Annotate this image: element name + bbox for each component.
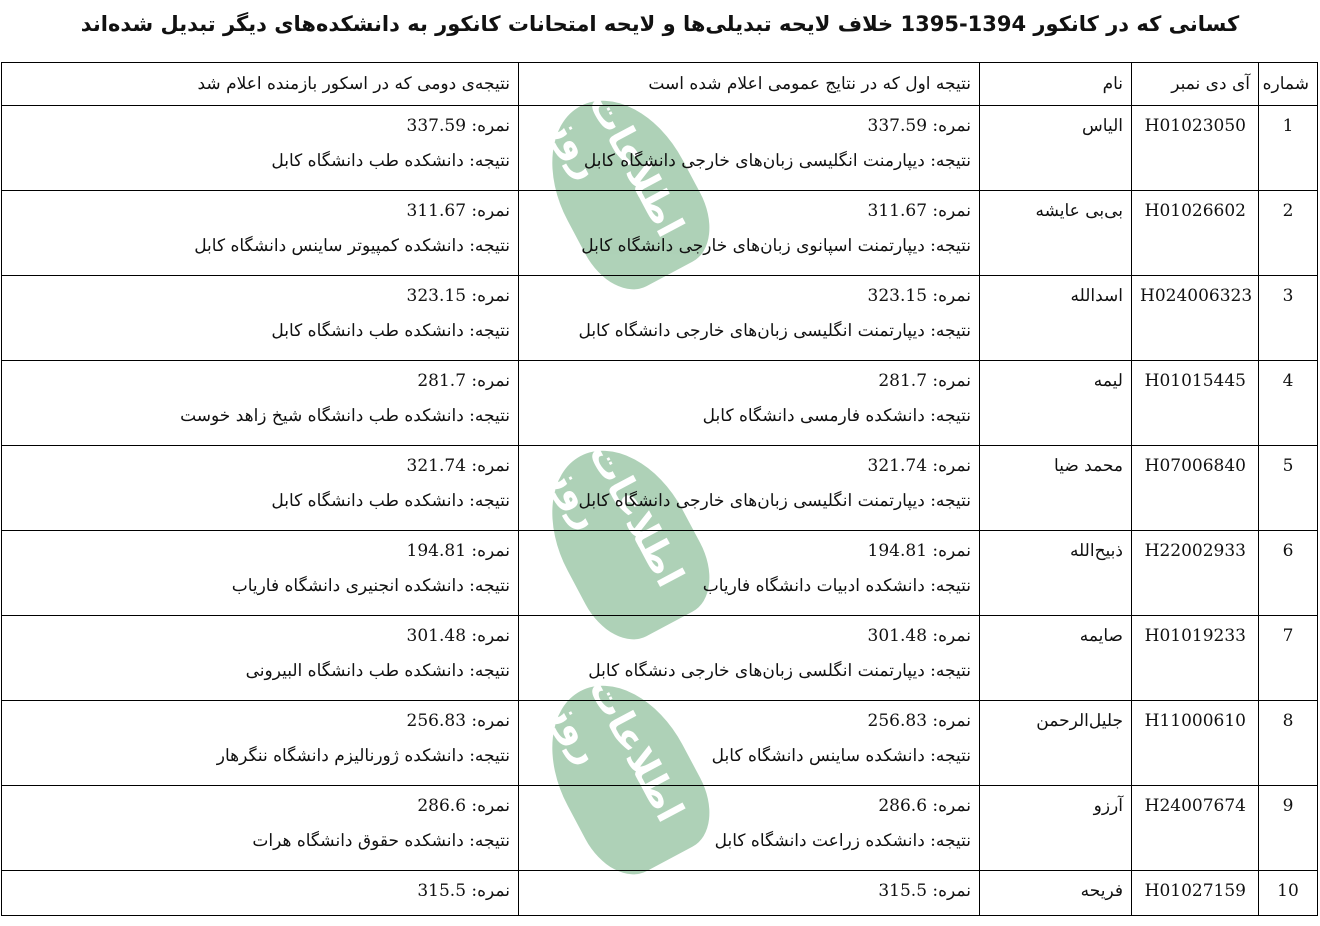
cell-second-result — [2, 531, 519, 616]
cell-first-result — [519, 786, 980, 871]
cell-number: 7 — [1259, 616, 1318, 701]
first-result-text: نتیجه: دیپارتمنت انگلیسی زبان‌های خارجی دانشگاه کابل — [578, 321, 971, 341]
cell-first-result — [519, 531, 980, 616]
cell-second-result — [2, 616, 519, 701]
first-result-text: نتیجه: دیپارتمنت انگلیسی زبان‌های خارجی دانشگاه کابل — [578, 491, 971, 511]
cell-second-result — [2, 276, 519, 361]
results-table — [1, 62, 1318, 916]
cell-name: آرزو — [980, 786, 1132, 871]
cell-second-result — [2, 446, 519, 531]
first-score: نمره: 301.48 — [867, 626, 971, 646]
table-row — [2, 786, 1318, 871]
second-result-text: نتیجه: دانشکده طب دانشگاه کابل — [271, 151, 510, 171]
second-score: نمره: 323.15 — [406, 286, 510, 306]
second-score: نمره: 194.81 — [406, 541, 510, 561]
watermark-text: اطلاعات روز — [523, 426, 727, 655]
first-result-text: نتیجه: دانشکده فارمسی دانشگاه کابل — [702, 406, 971, 426]
first-score: نمره: 321.74 — [867, 456, 971, 476]
second-score: نمره: 315.5 — [417, 881, 510, 901]
second-score: نمره: 286.6 — [417, 796, 510, 816]
cell-first-result — [519, 276, 980, 361]
cell-id: H24007674 — [1132, 786, 1259, 871]
cell-id: H01027159 — [1132, 871, 1259, 916]
watermark-text: اطلاعات روز — [523, 76, 727, 305]
first-score: نمره: 323.15 — [867, 286, 971, 306]
cell-number: 5 — [1259, 446, 1318, 531]
cell-id: H22002933 — [1132, 531, 1259, 616]
header-number: شماره — [1259, 63, 1318, 106]
cell-second-result — [2, 701, 519, 786]
cell-first-result — [519, 361, 980, 446]
second-result-text: نتیجه: دانشکده ژورنالیزم دانشگاه ننگرهار — [216, 746, 510, 766]
cell-id: H01023050 — [1132, 106, 1259, 191]
cell-number: 10 — [1259, 871, 1318, 916]
first-score: نمره: 315.5 — [878, 881, 971, 901]
table-row — [2, 616, 1318, 701]
second-score: نمره: 337.59 — [406, 116, 510, 136]
second-result-text: نتیجه: دانشکده طب دانشگاه البیرونی — [245, 661, 510, 681]
first-score: نمره: 256.83 — [867, 711, 971, 731]
document-title: کسانی که در کانکور 1394-1395 خلاف لایحه تبدیلی‌ها و لایحه امتحانات کانکور به دانشکده‌های دیگر تبدیل شده‌اند — [80, 12, 1240, 36]
cell-name: لیمه — [980, 361, 1132, 446]
cell-first-result — [519, 446, 980, 531]
second-result-text: نتیجه: دانشکده طب دانشگاه کابل — [271, 321, 510, 341]
table-row — [2, 871, 1318, 916]
cell-first-result — [519, 106, 980, 191]
table-row — [2, 361, 1318, 446]
cell-second-result — [2, 786, 519, 871]
first-result-text: نتیجه: دیپارمنت انگلیسی زبان‌های خارجی دانشگاه کابل — [583, 151, 971, 171]
cell-name: بی‌بی عایشه — [980, 191, 1132, 276]
table-row — [2, 701, 1318, 786]
first-result-text: نتیجه: دانشکده زراعت دانشگاه کابل — [714, 831, 971, 851]
second-result-text: نتیجه: دانشکده طب دانشگاه شیخ زاهد خوست — [180, 406, 510, 426]
second-result-text: نتیجه: دانشکده کمپیوتر ساینس دانشگاه کابل — [194, 236, 510, 256]
cell-first-result — [519, 701, 980, 786]
second-score: نمره: 281.7 — [417, 371, 510, 391]
second-result-text: نتیجه: دانشکده حقوق دانشگاه هرات — [252, 831, 510, 851]
table-row — [2, 106, 1318, 191]
first-result-text: نتیجه: دانشکده ادبیات دانشگاه فاریاب — [702, 576, 971, 596]
cell-id: H01019233 — [1132, 616, 1259, 701]
cell-number: 8 — [1259, 701, 1318, 786]
cell-number: 3 — [1259, 276, 1318, 361]
second-score: نمره: 321.74 — [406, 456, 510, 476]
cell-id: H01026602 — [1132, 191, 1259, 276]
cell-id: H01015445 — [1132, 361, 1259, 446]
second-result-text: نتیجه: دانشکده انجنیری دانشگاه فاریاب — [231, 576, 510, 596]
table-row — [2, 276, 1318, 361]
cell-number: 9 — [1259, 786, 1318, 871]
cell-first-result — [519, 871, 980, 916]
table-row — [2, 191, 1318, 276]
cell-number: 6 — [1259, 531, 1318, 616]
cell-name: صایمه — [980, 616, 1132, 701]
table-row — [2, 531, 1318, 616]
second-result-text: نتیجه: دانشکده طب دانشگاه کابل — [271, 491, 510, 511]
cell-first-result — [519, 616, 980, 701]
cell-name: محمد ضیا — [980, 446, 1132, 531]
first-score: نمره: 286.6 — [878, 796, 971, 816]
first-result-text: نتیجه: دانشکده ساینس دانشگاه کابل — [711, 746, 971, 766]
table-row — [2, 446, 1318, 531]
second-score: نمره: 256.83 — [406, 711, 510, 731]
cell-second-result — [2, 106, 519, 191]
first-result-text: نتیجه: دیپارتمنت انگلسی زبان‌های خارجی دنشگاه کابل — [588, 661, 971, 681]
cell-second-result — [2, 871, 519, 916]
first-score: نمره: 194.81 — [867, 541, 971, 561]
header-first-result: نتیجه اول که در نتایج عمومی اعلام شده است — [519, 63, 980, 106]
cell-id: H07006840 — [1132, 446, 1259, 531]
first-score: نمره: 281.7 — [878, 371, 971, 391]
header-name: نام — [980, 63, 1132, 106]
cell-name: فریحه — [980, 871, 1132, 916]
cell-name: اسدالله — [980, 276, 1132, 361]
second-score: نمره: 301.48 — [406, 626, 510, 646]
cell-number: 1 — [1259, 106, 1318, 191]
header-id: آی دی نمبر — [1132, 63, 1259, 106]
watermark-text: اطلاعات روز — [523, 661, 727, 890]
second-score: نمره: 311.67 — [406, 201, 510, 221]
cell-second-result — [2, 361, 519, 446]
cell-first-result — [519, 191, 980, 276]
cell-number: 2 — [1259, 191, 1318, 276]
first-score: نمره: 311.67 — [867, 201, 971, 221]
cell-name: ذبیح‌الله — [980, 531, 1132, 616]
header-second-result: نتیجه‌ی دومی که در اسکور بازمنده اعلام شد — [2, 63, 519, 106]
cell-second-result — [2, 191, 519, 276]
first-result-text: نتیجه: دیپارتمنت اسپانوی زبان‌های خارجی دانشگاه کابل — [581, 236, 971, 256]
cell-number: 4 — [1259, 361, 1318, 446]
cell-name: الیاس — [980, 106, 1132, 191]
first-score: نمره: 337.59 — [867, 116, 971, 136]
cell-id: H11000610 — [1132, 701, 1259, 786]
cell-id: H024006323 — [1132, 276, 1259, 361]
table-header-row — [2, 63, 1318, 106]
cell-name: جلیل‌الرحمن — [980, 701, 1132, 786]
